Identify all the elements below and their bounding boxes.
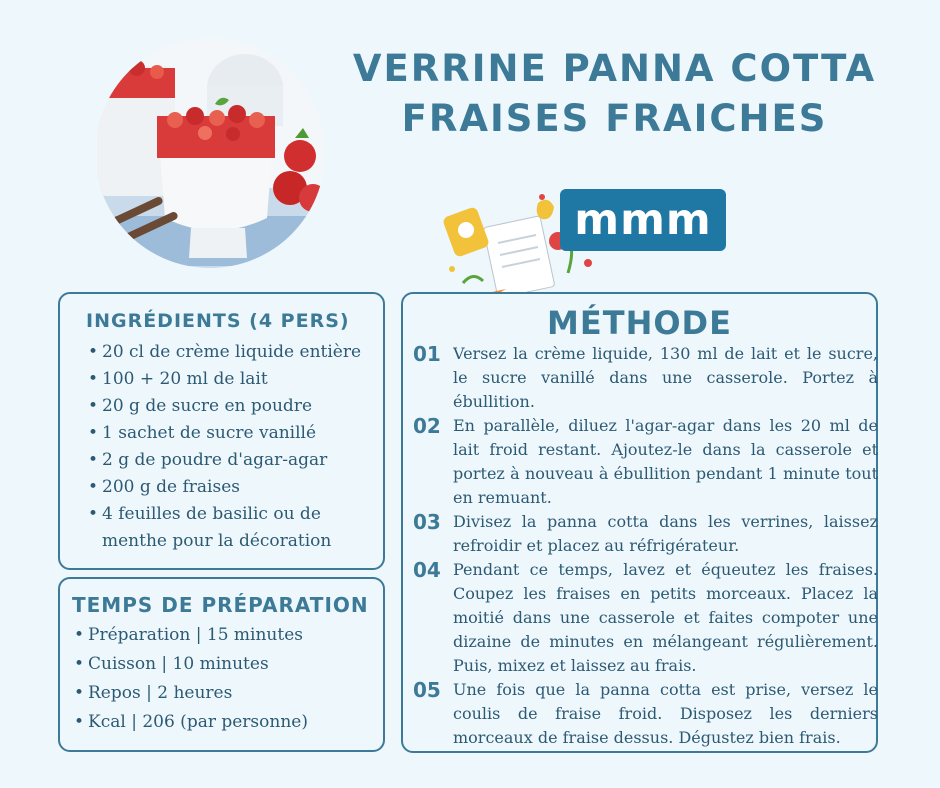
ingredients-heading: INGRÉDIENTS (4 PERS) xyxy=(86,310,350,332)
prep-time-item: • Préparation | 15 minutes xyxy=(74,621,374,650)
ingredient-item: • 1 sachet de sucre vanillé xyxy=(88,420,378,447)
ingredients-list xyxy=(88,339,378,555)
mmm-badge: mmm xyxy=(560,189,726,251)
step-text: Versez la crème liquide, 130 ml de lait et le sucre, le sucre vanillé dans une casserole. Portez à ébullition. xyxy=(453,344,878,411)
step-number: 05 xyxy=(413,678,441,702)
step-text: Divisez la panna cotta dans les verrines, laissez refroidir et placez au réfrigérateur. xyxy=(453,512,878,555)
prep-time-item: • Cuisson | 10 minutes xyxy=(74,650,374,679)
method-step xyxy=(413,558,878,678)
recipe-title-line2: FRAISES FRAICHES xyxy=(401,97,828,140)
ingredient-item: • 4 feuilles de basilic ou de menthe pour la décoration xyxy=(88,501,378,555)
recipe-title xyxy=(352,44,877,144)
method-steps xyxy=(413,342,878,750)
method-heading: MÉTHODE xyxy=(547,304,732,342)
step-number: 02 xyxy=(413,414,441,438)
method-step xyxy=(413,414,878,510)
step-text: En parallèle, diluez l'agar-agar dans les 20 ml de lait froid restant. Ajoutez-le dans la casserole et portez à nouveau à ébullition pendant 1 minute tout en remuant. xyxy=(453,416,878,507)
ingredient-item: • 20 cl de crème liquide entière xyxy=(88,339,378,366)
step-text: Pendant ce temps, lavez et équeutez les fraises. Coupez les fraises en petits morceaux. Placez la moitié dans une casserole et faites compoter une dizaine de minutes en mélangeant régulièrement. Puis, mixez et laissez au frais. xyxy=(453,560,878,675)
method-step xyxy=(413,342,878,414)
method-step xyxy=(413,510,878,558)
step-text: Une fois que la panna cotta est prise, versez le coulis de fraise froid. Disposez les derniers morceaux de fraise dessus. Dégustez bien frais. xyxy=(453,680,878,747)
ingredient-item: • 100 + 20 ml de lait xyxy=(88,366,378,393)
prep-time-heading: TEMPS DE PRÉPARATION xyxy=(72,593,369,617)
prep-time-item: • Repos | 2 heures xyxy=(74,679,374,708)
ingredient-item: • 2 g de poudre d'agar-agar xyxy=(88,447,378,474)
ingredient-item: • 200 g de fraises xyxy=(88,474,378,501)
panna-cotta-photo xyxy=(95,38,325,268)
ingredients-card xyxy=(58,292,385,570)
prep-time-item: • Kcal | 206 (par personne) xyxy=(74,708,374,737)
prep-time-card xyxy=(58,577,385,752)
method-step xyxy=(413,678,878,750)
ingredient-item: • 20 g de sucre en poudre xyxy=(88,393,378,420)
step-number: 03 xyxy=(413,510,441,534)
step-number: 01 xyxy=(413,342,441,366)
method-card xyxy=(401,292,878,753)
prep-time-list xyxy=(74,621,374,737)
recipe-title-line1: VERRINE PANNA COTTA xyxy=(352,47,877,90)
step-number: 04 xyxy=(413,558,441,582)
